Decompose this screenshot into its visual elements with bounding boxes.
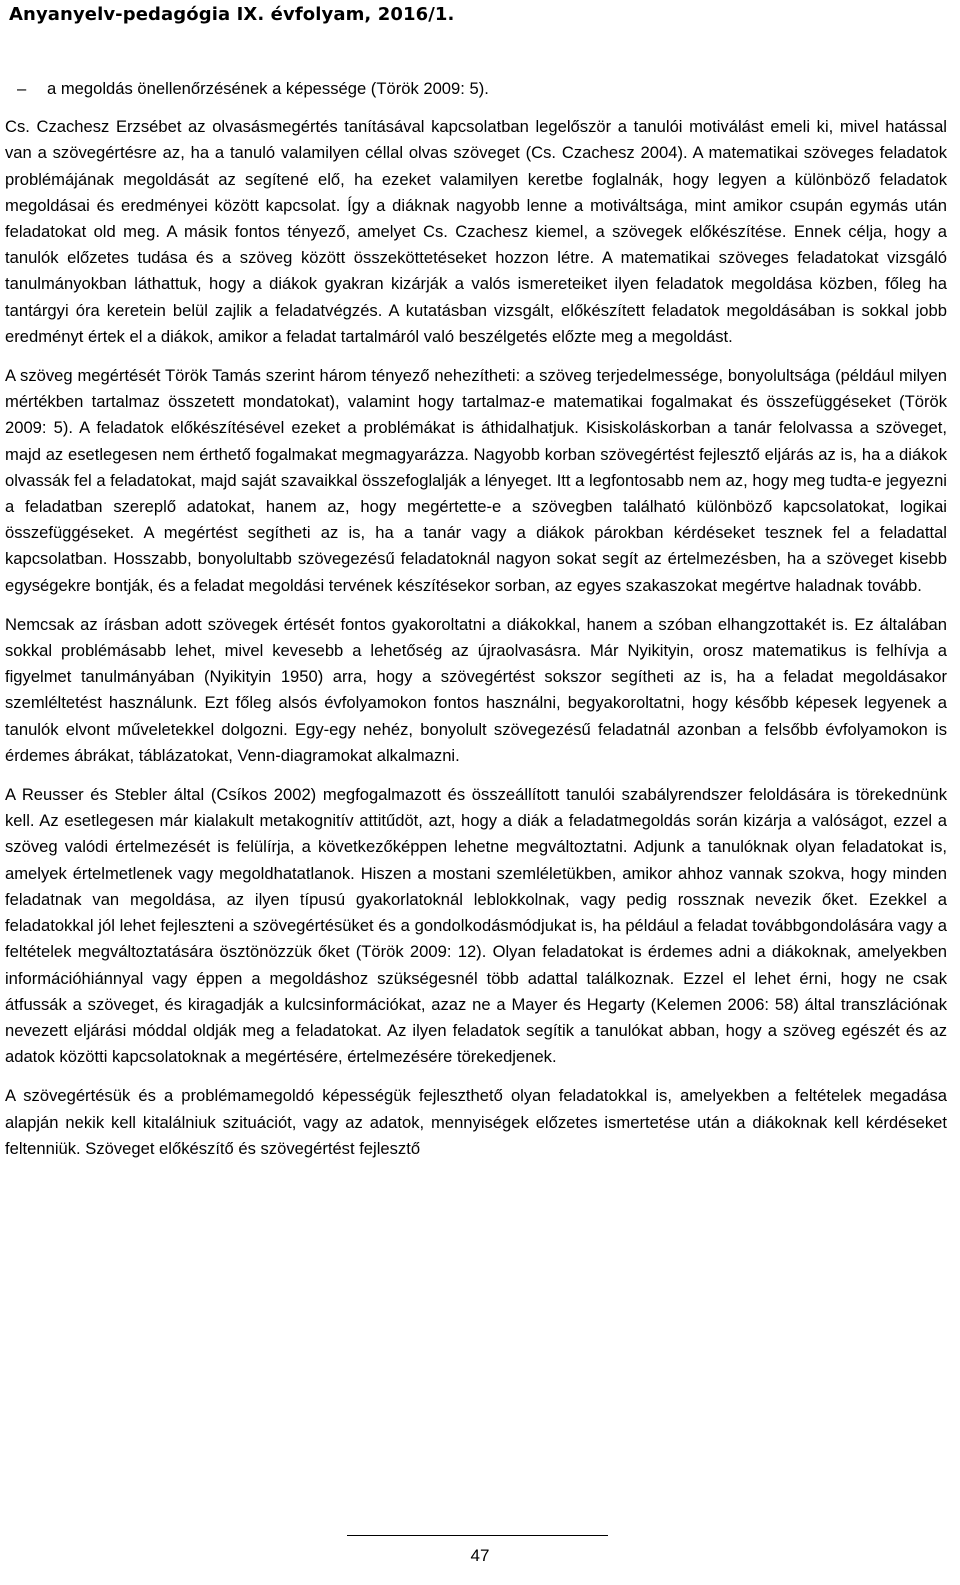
footer-divider [347,1535,608,1536]
paragraph-2: A szöveg megértését Török Tamás szerint három tényező nehezítheti: a szöveg terjedelmessége, bonyolultsága (például milyen mértékben tartalmaz összetett mondatokat), valamint hogy tartalmaz-e matematikai fogalmakat és összefüggéseket (Török 2009: 5). A feladatok előkészítésével ezeket a problémákat is áthidalhatjuk. Kisiskoláskorban a tanár felolvassa a szöveget, majd az esetlegesen nem érthető fogalmakat megmagyarázza. Nagyobb korban szövegértést fejlesztő eljárás az is, ha a diákok olvassák fel a feladatokat, majd saját szavaikkal összefoglalják a lényeget. Itt a legfontosabb nem az, hogy meg tudta-e jegyezni a feladatban szereplő adatokat, hanem az, hogy megértette-e a szövegben található különböző kapcsolatokat, logikai összefüggéseket. A megértést segítheti az is, ha a tanár vagy a diákok párokban kérdéseket tesznek fel a feladattal kapcsolatban. Hosszabb, bonyolultabb szövegezésű feladatoknál nagyon sokat segít az értelmezésben, ha a szöveget kisebb egységekre bontják, és a feladat megoldási tervének készítésekor sorban, az egyes szakaszokat megértve haladnak tovább. [5,366,947,595]
paragraph-5: A szövegértésük és a problémamegoldó képességük fejleszthető olyan feladatokkal is, amelyekben a feltételek megadása alapján nekik kell kitalálniuk szituációt, vagy az adatok, mennyiségek előzetes ismertetése után a diákoknak kell kérdéseket feltenniük. Szöveget előkészítő és szövegértést fejlesztő [5,1086,947,1158]
bullet-text: a megoldás önellenőrzésének a képessége (Török 2009: 5). [47,79,489,98]
page-number: 47 [470,1546,490,1565]
paragraph-1: Cs. Czachesz Erzsébet az olvasásmegértés tanításával kapcsolatban legelőször a tanulói motiválást emeli ki, mivel hatással van a szövegértésre az, ha a tanuló valamilyen céllal olvas szöveget (Cs. Czachesz 2004). A matematikai szöveges feladatok problémájának megoldását az segítené elő, ha ezeket valamilyen keretbe foglalnák, hogy legyen a különböző feladatok megoldásai és eredményei között kapcsolat. Így a diáknak nagyobb lenne a motiváltsága, mint amikor csupán egymás után feladatokat old meg. A másik fontos tényező, amelyet Cs. Czachesz kiemel, a szövegek előkészítése. Ennek célja, hogy a tanulók előzetes tudása és a szöveg között összeköttetéseket hozzon létre. A matematikai szöveges feladatokat vizsgáló tanulmányokban láthattuk, hogy a diákok gyakran kizárják a valós ismereteiket ilyen feladatok megoldása közben, főleg ha tantárgyi óra keretein belül zajlik a feladatvégzés. A kutatásban vizsgált, előkészített feladatok megoldásában is sokkal jobb eredményt értek el a diákok, amikor a feladat tartalmáról való beszélgetés előzte meg a megoldást. [5,117,947,346]
document-body [5,76,947,1175]
paragraph-3: Nemcsak az írásban adott szövegek értését fontos gyakoroltatni a diákokkal, hanem a szóban elhangzottakét is. Ez általában sokkal problémásabb lehet, mivel kevesebb a lehetőség az újraolvasásra. Már Nyikityin, orosz matematikus is felhívja a figyelmet tanulmányában (Nyikityin 1950) arra, hogy a szövegértést sokszor segítheti az is, ha a feladat megoldásakor szemléltetést használunk. Ezt főleg alsós évfolyamokon fontos használni, begyakoroltatni, hogy később képesek legyenek a tanulók elvont műveletekkel dolgozni. Egy-egy nehéz, bonyolult szövegezésű feladatnál azonban a felsőbb évfolyamokon is érdemes ábrákat, táblázatokat, Venn-diagramokat alkalmazni. [5,614,947,765]
bullet-item [5,76,947,102]
running-header: Anyanyelv-pedagógia IX. évfolyam, 2016/1. [9,4,455,25]
dash-bullet-icon: – [17,79,27,98]
paragraph-4: A Reusser és Stebler által (Csíkos 2002) megfogalmazott és összeállított tanulói szabályrendszer feloldására is törekednünk kell. Az esetlegesen már kialakult metakognitív attitűdöt, azt, hogy a diák a feladatmegoldás során kizárja a valóságot, ezzel a szöveg valódi értelmezését is felülírja, a következőképpen lehetne megváltoztatni. Adjunk a tanulóknak olyan feladatokat is, amelyek értelmetlenek vagy megoldhatatlanok. Hiszen a mostani szemléletükben, amikor ahhoz vannak szokva, hogy minden feladatnak van megoldása, az ilyen típusú gyakorlatoknál leblokkolnak, vagy pedig rossznak nevezik őket. Ezekkel a feladatokkal jól lehet fejleszteni a szövegértésüket és a gondolkodásmódjukat is, ha például a feladat továbbgondolására vagy a feltételek megváltoztatására ösztönözzük őket (Török 2009: 12). Olyan feladatokat is érdemes adni a diákoknak, amelyekben információhiánnyal vagy éppen a megoldáshoz szükségesnél több adattal találkoznak. Ezzel el lehet érni, hogy ne csak átfussák a szöveget, és kiragadják a kulcsinformációkat, azaz ne a Mayer és Hegarty (Kelemen 2006: 58) által transzlációnak nevezett eljárási móddal oldják meg a feladatokat. Az ilyen feladatok segítik a tanulókat abban, hogy a szöveg egészét és az adatok közötti kapcsolatoknak a megértésére, értelmezésére törekedjenek. [5,785,947,1067]
